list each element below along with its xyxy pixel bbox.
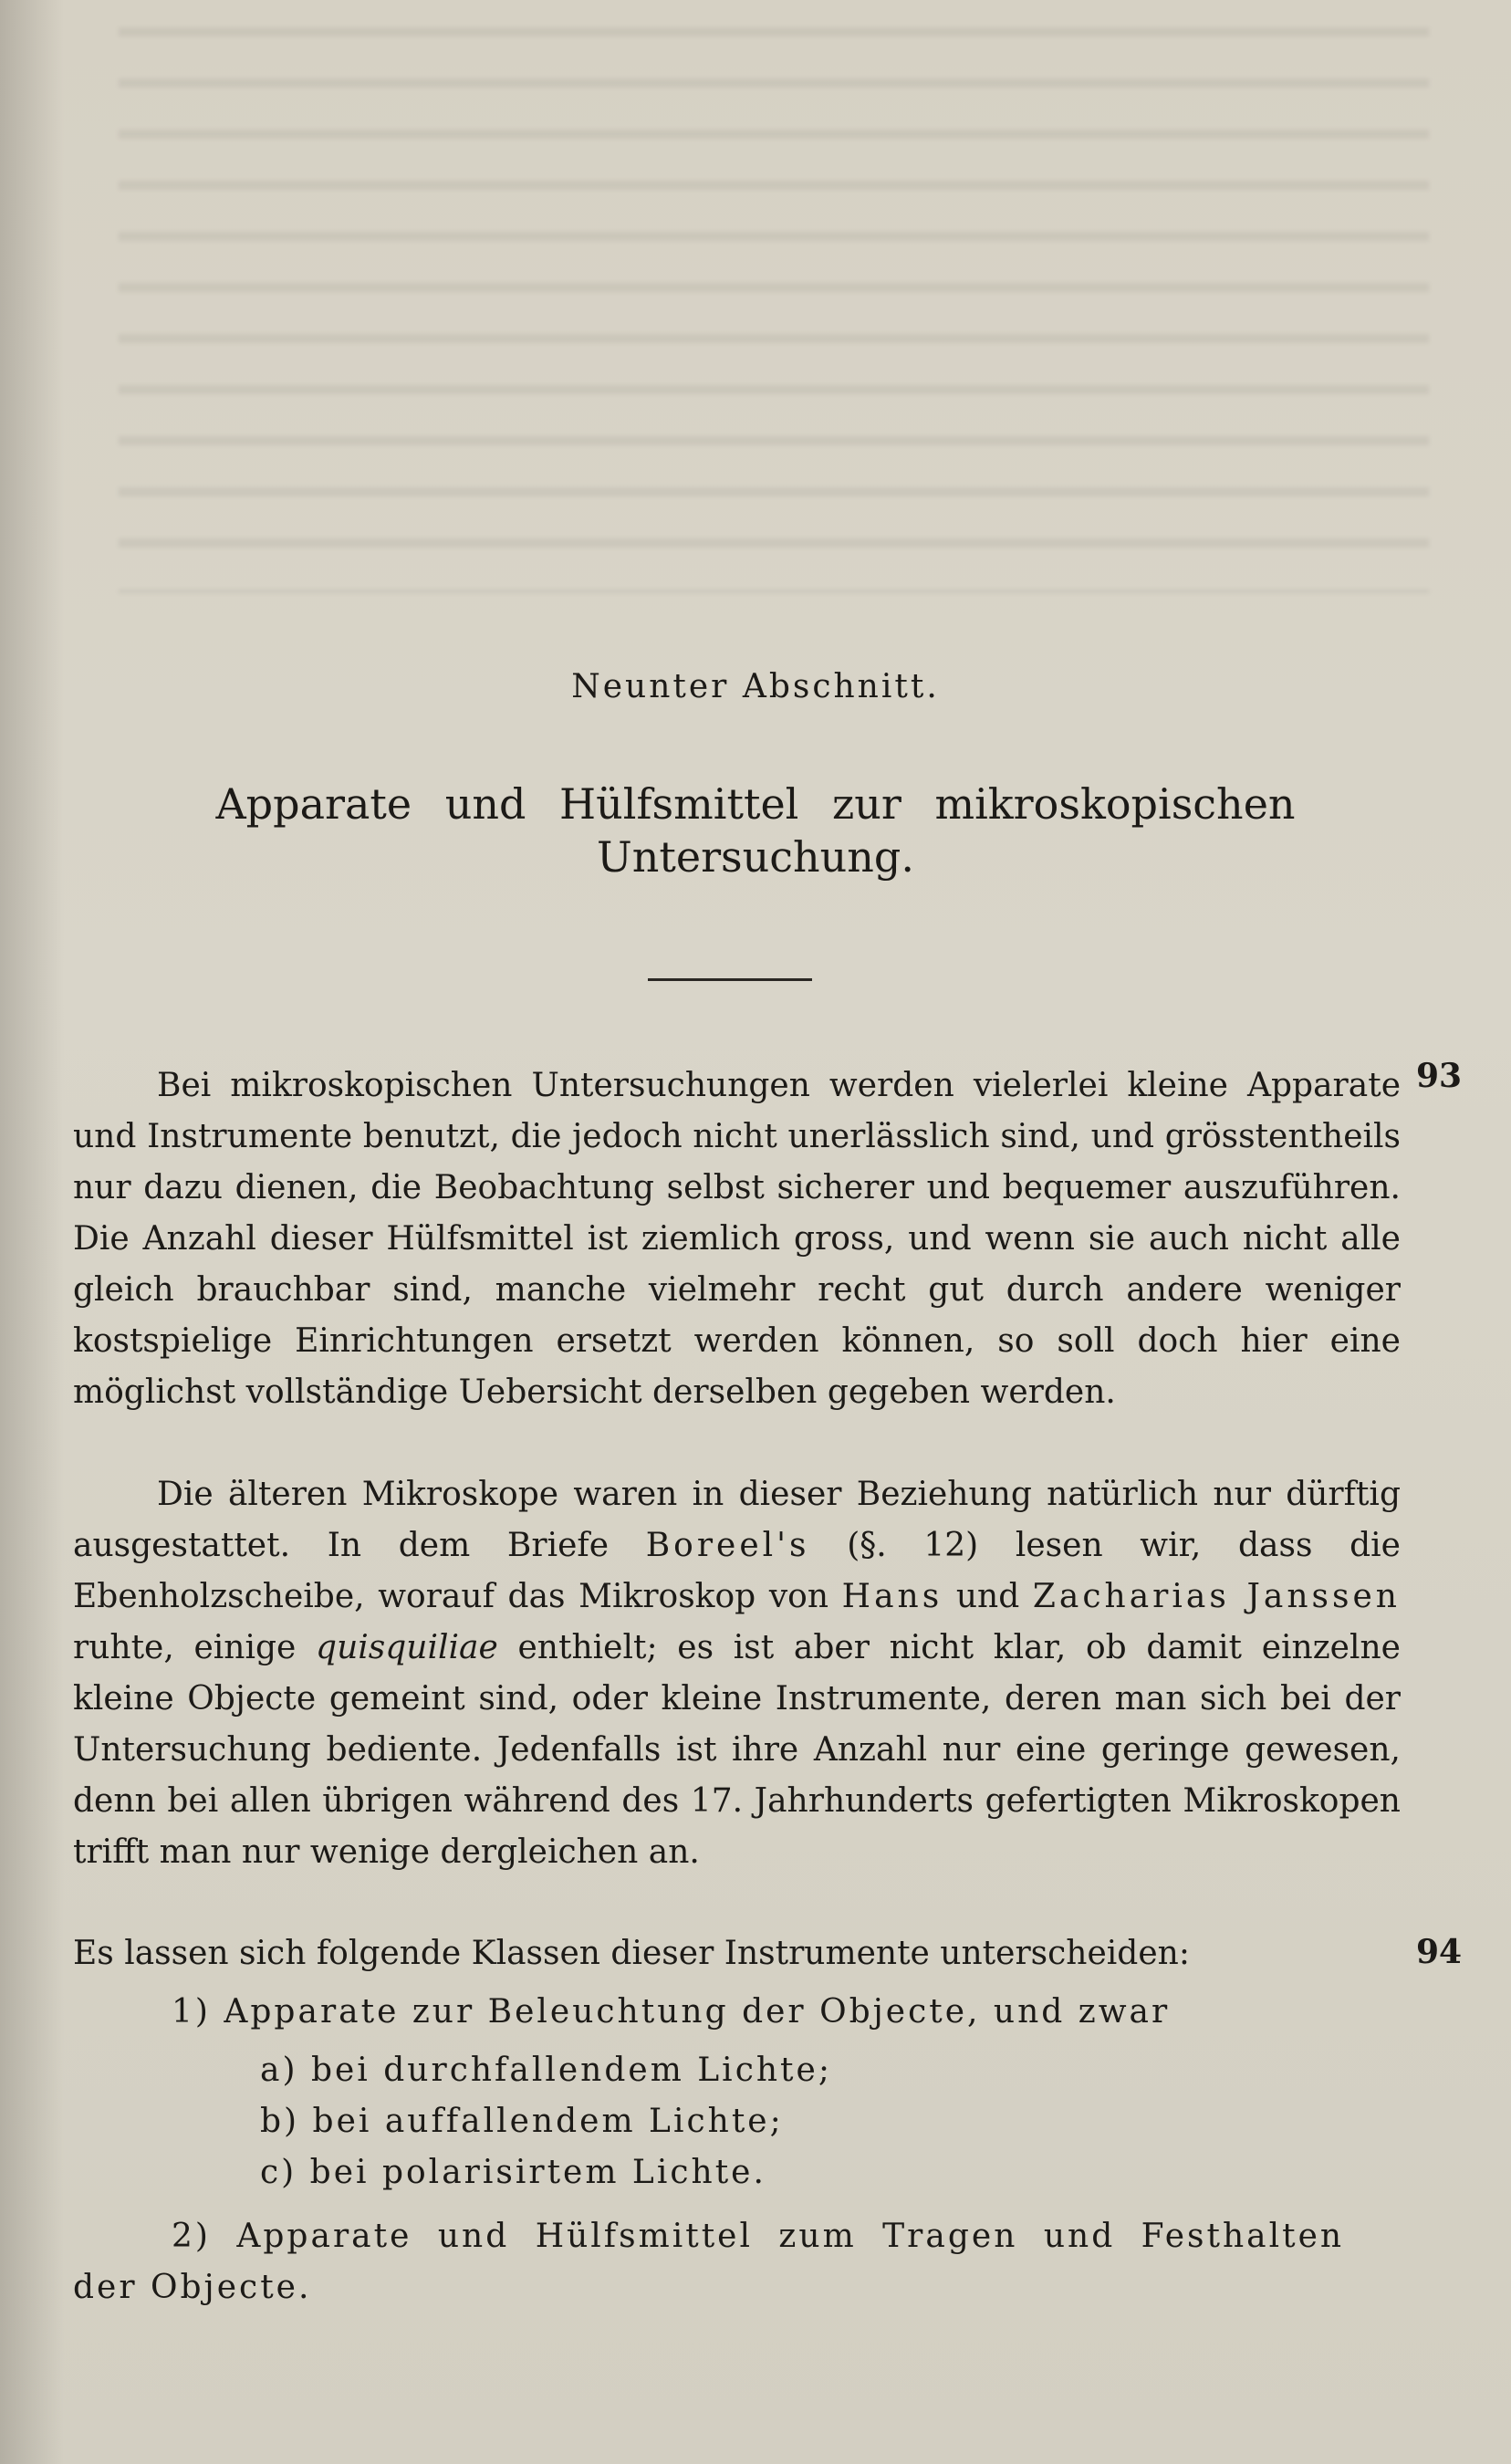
latin-term: quisquiliae: [316, 1629, 498, 1666]
paragraph-2-text: Die älteren Mikroskope waren in dieser Beziehung natürlich nur dürftig ausgestattet. In dem Briefe: [73, 1476, 1401, 1564]
paragraph-2-text: und: [943, 1578, 1033, 1615]
list-item: 1) Apparate zur Beleuchtung der Objecte, und zwar: [172, 1993, 1171, 2031]
list-item: a) bei durchfallendem Lichte;: [260, 2052, 832, 2089]
margin-number-94: 94: [1416, 1933, 1463, 1971]
chapter-title-line-2: Untersuchung.: [596, 832, 915, 882]
show-through-text: [119, 27, 1429, 593]
paragraph-2-text: ruhte, einige: [73, 1629, 317, 1666]
paragraph-2-text: enthielt; es ist aber nicht klar, ob damit einzelne kleine Objecte gemeint sind, oder kleine Instrumente, deren man sich bei der Untersuchung bediente. Jedenfalls ist ihre Anzahl nur eine geringe gewesen, denn bei allen übrigen während des 17. Jahrhunderts gefertigten Mikroskopen trifft man nur wenige dergleichen an.: [73, 1629, 1401, 1871]
margin-number-93: 93: [1416, 1057, 1463, 1095]
section-heading: Neunter Abschnitt.: [571, 668, 940, 705]
name-hans: Hans: [841, 1578, 943, 1615]
list-item: c) bei polarisirtem Lichte.: [260, 2154, 766, 2191]
list-item: 2) Apparate und Hülfsmittel zum Tragen und Festhalten: [172, 2218, 1345, 2255]
paragraph-1: Bei mikroskopischen Untersuchungen werden vielerlei kleine Apparate und Instrumente benutzt, die jedoch nicht unerlässlich sind, und grösstentheils nur dazu dienen, die Beobachtung selbst sicherer und bequemer auszuführen. Die Anzahl dieser Hülfsmittel ist ziemlich gross, und wenn sie auch nicht alle gleich brauchbar sind, manche vielmehr recht gut durch andere weniger kostspielige Einrichtungen ersetzt werden können, so soll doch hier eine möglichst vollständige Uebersicht derselben gegeben werden.: [73, 1067, 1401, 1411]
name-boreel: Boreel's: [645, 1527, 810, 1564]
paragraph-2: [73, 1469, 1401, 1878]
chapter-title-line-1: Apparate und Hülfsmittel zur mikroskopischen: [215, 779, 1296, 829]
list-item: b) bei auffallendem Lichte;: [260, 2103, 784, 2140]
name-zacharias-janssen: Zacharias Janssen: [1032, 1578, 1401, 1615]
list-item-continuation: der Objecte.: [73, 2269, 312, 2306]
title-divider: [648, 978, 812, 981]
chapter-title: [128, 778, 1383, 883]
paragraph-2-text: (§. 12) lesen wir, dass die Ebenholzscheibe, worauf das Mikroskop von: [73, 1527, 1401, 1615]
paragraph-3: Es lassen sich folgende Klassen dieser Instrumente unterscheiden:: [73, 1935, 1190, 1972]
